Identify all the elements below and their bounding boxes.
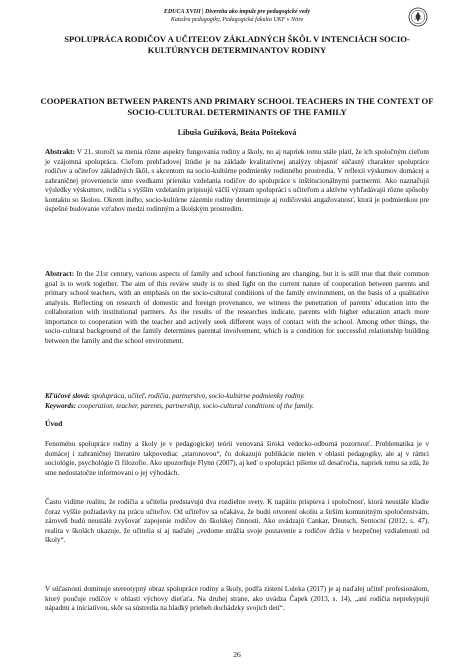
body-paragraph-2: Často vidíme realitu, že rodičia a učitelia predstavujú dva rozdielne svety. K napätiu prispieva i spoločnosť, ktorá neustále kladie čoraz vyššie požiadavky na prácu učiteľov. Od učiteľov sa očakáva, že budú otvorení okoliu a širším komunitným spoločenstvám, zároveň budú neustále zvyšovať zapojenie rodičov do školskej činnosti. Ako uvádzajú Cankar, Deutsch, Sentocní (2012, s. 47), realita v školách ukazuje, že učitelia si aj naďalej „vedome strážia svoje postavenie a rodičov držia v bezpečnej vzdialenosti od školy“. — [45, 498, 429, 544]
section-heading-introduction: Úvod — [45, 419, 63, 428]
author-line: Libuša Gužíková, Beáta Pošteková — [177, 128, 297, 137]
body-paragraph-1: Fenoménu spolupráce rodiny a školy je v pedagogickej teórii venovaná široká vedecko-odborná pozornosť. Problematika je v domácej i zahraničnej literatúre takpovediac „staronovou“, čo dokazujú publikácie nielen v oblasti pedagogiky, ale aj v rámci sociológie, psychológie či filozofie. Ako upozorňuje Flynn (2007), aj keď o spolupráci píšeme už desaťročia, napriek tomu sa zdá, že sme nedostatočne informovaní o jej výhodách. — [45, 440, 429, 477]
running-header — [0, 8, 474, 24]
abstract-slovak-label: Abstrakt: — [45, 148, 75, 156]
header-conference: EDUCA XVIII | Diverzita ako impulz pre pedagogické vedy — [163, 9, 311, 15]
body-paragraph-3: V súčasnosti dominuje stereotypný obraz spolupráce rodiny a školy, podľa zistení Luleka (2017) je aj naďalej učiteľ profesionálom, ktorý poučuje rodičov v oblasti výchovy dieťaťa. Na druhej strane, ako uvádza Čapek (2013, s. 14), „ani rodičia neprekypujú nápadmi a iniciatívou, skôr sa sústredia na hladký priebeh dochádzky svojich detí“. — [45, 585, 429, 612]
page-number: 26 — [233, 650, 241, 659]
keywords-slovak — [45, 392, 429, 402]
abstract-english-label: Abstract: — [45, 270, 75, 278]
keywords-slovak-text: spolupráca, učiteľ, rodičia, partnerstvo, socio-kultúrne podmienky rodiny. — [90, 392, 305, 400]
abstract-slovak-text: V 21. storočí sa menia rôzne aspekty fungovania rodiny a školy, no aj napriek tomu stále platí, že ich spoločným cieľom je vzájomná spolupráca. Cieľom prehľadovej štúdie je na základe kvalitatívnej analýzy objasniť súčasný charakter spolupráce rodičov a učiteľov základných škôl, s akcentom na socio-kultúrne podmienky rodinného prostredia. V reflexii výskumov domácej a zahraničnej proveniencie sme svedkami prieniku vzdelania rodičov do spolupráce s inštitucionálnymi partnermi. Ako naznačujú výsledky výskumov, rodičia s vyšším vzdelaním pripisujú väčší význam spolupráci s učiteľom a aktívne vyhľadávajú rôzne spôsoby kontaktu so školou. Okrem iného, socio-kultúrne zázemie rodiny determinuje aj rodičovskú angažovanosť, ktorá je podmienkou pre úspešné budovanie vzťahov medzi rodinným a školským prostredím. — [45, 148, 429, 213]
header-department: Katedra pedagogiky, Pedagogická fakulta UKF v Nitre — [170, 17, 304, 23]
paper-title-english: COOPERATION BETWEEN PARENTS AND PRIMARY SCHOOL TEACHERS IN THE CONTEXT OF SOCIO-CULTURAL DETERMINANTS OF THE FAMILY — [40, 96, 434, 117]
university-seal-icon — [408, 7, 428, 27]
keywords-english — [45, 402, 429, 412]
abstract-english-text: In the 21st century, various aspects of family and school functioning are changing, but it is still true that their common goal is to work together. The aim of this review study is to shed light on the current nature of cooperation between parents and primary school teachers, with an emphasis on the socio-cultural conditions of the family environment, on the basis of a qualitative analysis. Reflecting on research of domestic and foreign provenance, we witness the penetration of parents' education into the collaboration with institutional partners. As the results of the researches indicate, parents with higher education attach more importance to cooperation with the teacher and actively seek different ways of contact with the school. Among other things, the socio-cultural background of the family determines parental involvement, which is a condition for successful relationship building between the family and the school environment. — [45, 270, 429, 345]
abstract-slovak — [45, 148, 429, 215]
abstract-english — [45, 270, 429, 346]
keywords-slovak-label: Kľúčové slová: — [45, 392, 91, 400]
paper-title-slovak: SPOLUPRÁCA RODIČOV A UČITEĽOV ZÁKLADNÝCH ŠKÔL V INTENCIÁCH SOCIO-KULTÚRNYCH DETERMINANTOV RODINY — [64, 34, 410, 55]
keywords-english-label: Keywords: — [45, 402, 77, 410]
keywords-english-text: cooperation, teacher, parents, partnership, socio-cultural conditions of the family. — [76, 402, 314, 410]
